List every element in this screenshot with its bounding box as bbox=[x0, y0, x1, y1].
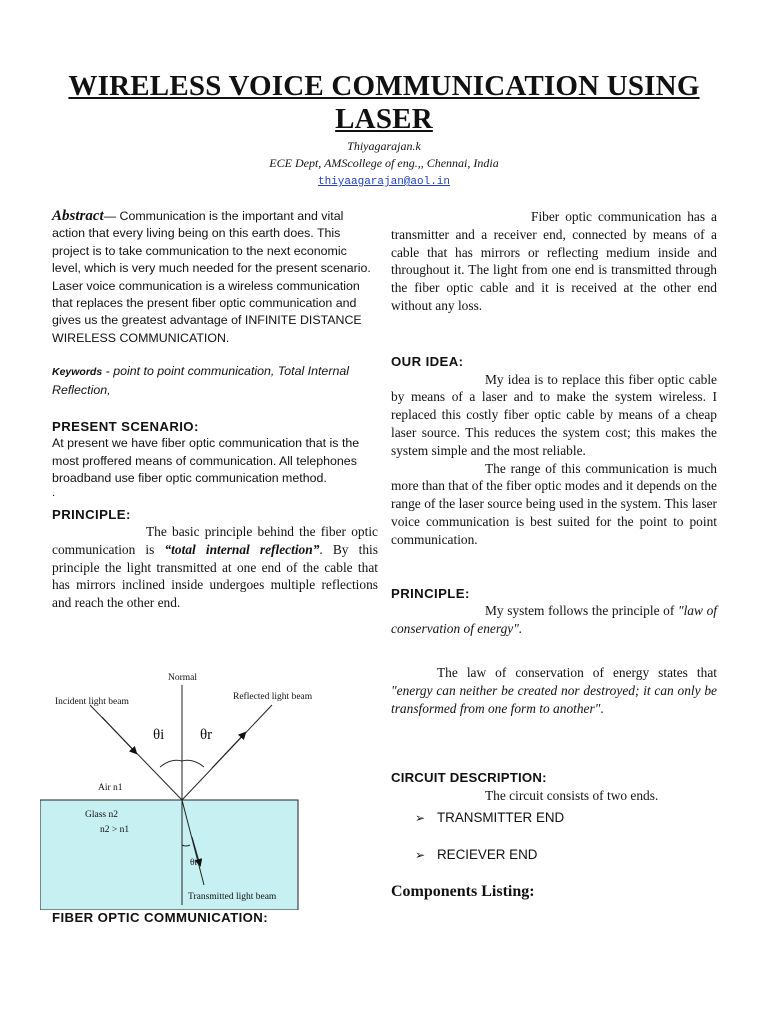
right-column bbox=[391, 208, 717, 900]
author-affiliation: ECE Dept, AMScollege of eng.,, Chennai, India bbox=[269, 156, 499, 170]
author-block bbox=[0, 138, 768, 191]
arrow-bullet-icon: ➢ bbox=[415, 847, 426, 862]
keywords-text: - point to point communication, Total Internal Reflection, bbox=[52, 364, 349, 397]
law-quote: "energy can neither be created nor destroyed; it can only be transformed from one form to another" bbox=[391, 682, 717, 716]
principle-text-right bbox=[391, 602, 717, 638]
law-text-pre: The law of conservation of energy states that bbox=[437, 664, 717, 680]
normal-label: Normal bbox=[168, 673, 198, 683]
circuit-ends-list bbox=[415, 809, 717, 865]
principle-text-pre: The basic principle behind the fiber optic communication is bbox=[52, 524, 378, 557]
fiber-optic-text: Fiber optic communication has a transmitter and a receiver end, connected by means of a cable that has mirrors or reflecting medium inside and throughout it. The light from one end is transmitted through the fiber optic cable and it is received at the other end without any loss. bbox=[391, 209, 717, 313]
abstract bbox=[52, 208, 378, 347]
list-item bbox=[415, 846, 717, 865]
theta-r-label: θr bbox=[200, 727, 213, 743]
principle-right-emphasis: "law of conservation of energy". bbox=[391, 603, 718, 637]
incident-angle-arc bbox=[160, 760, 182, 767]
abstract-text: Communication is the important and vital action that every living being on this earth does. This project is to take communication to the next economic level, which is very much needed for the present scenario. Laser voice communication is a wireless communication that replaces the present fiber optic communication and gives us the greatest advantage of INFINITE DISTANCE WIRELESS COMMUNICATION. bbox=[52, 209, 371, 345]
list-item-text: TRANSMITTER END bbox=[437, 809, 565, 825]
author-name: Thiyagarajan.k bbox=[347, 139, 421, 153]
arrow-bullet-icon: ➢ bbox=[415, 810, 426, 825]
index-relation-label: n2 > n1 bbox=[100, 825, 130, 835]
our-idea-text-1: My idea is to replace this fiber optic cable by means of a laser and to make the system wireless. I replaced this costly fiber optic cable by means of a cheap laser source. This reduces the system cost; this makes the system simple and the most reliable. bbox=[391, 371, 717, 458]
title-line-2: LASER bbox=[335, 103, 433, 135]
present-scenario-heading: PRESENT SCENARIO: bbox=[52, 419, 199, 435]
title-line-1: WIRELESS VOICE COMMUNICATION USING bbox=[68, 70, 700, 102]
reflected-label: Reflected light beam bbox=[233, 692, 313, 702]
abstract-dash: — bbox=[103, 209, 117, 223]
principle-text-left bbox=[52, 523, 378, 612]
glass-label: Glass n2 bbox=[85, 810, 118, 820]
paper-title bbox=[0, 70, 768, 136]
present-scenario-text: At present we have fiber optic communication that is the most proffered means of communication. All telephones broadband use fiber optic communication method. bbox=[52, 436, 360, 486]
keywords-label: Keywords bbox=[52, 366, 103, 379]
principle-heading-left: PRINCIPLE: bbox=[52, 506, 131, 522]
incident-label: Incident light beam bbox=[55, 697, 129, 707]
our-idea-heading: OUR IDEA: bbox=[391, 353, 464, 369]
law-text-post: . bbox=[600, 700, 604, 716]
transmitted-label: Transmitted light beam bbox=[188, 892, 277, 902]
air-label: Air n1 bbox=[98, 783, 123, 793]
list-item bbox=[415, 809, 717, 828]
law-paragraph bbox=[391, 664, 717, 717]
fiber-optic-heading: FIBER OPTIC COMMUNICATION: bbox=[52, 910, 269, 925]
reflected-arrow bbox=[212, 733, 245, 768]
total-internal-reflection-figure bbox=[40, 665, 380, 910]
components-listing-heading: Components Listing: bbox=[391, 882, 535, 900]
incident-arrow bbox=[102, 717, 136, 753]
theta-i-label: θi bbox=[153, 727, 165, 743]
stray-dot: . bbox=[52, 486, 56, 499]
list-item-text: RECIEVER END bbox=[437, 846, 538, 862]
circuit-description-heading: CIRCUIT DESCRIPTION: bbox=[391, 770, 547, 786]
principle-emphasis: “total internal reflection” bbox=[164, 541, 320, 557]
circuit-description-text: The circuit consists of two ends. bbox=[485, 788, 659, 804]
author-email-link[interactable]: thiyaagarajan@aol.in bbox=[317, 176, 451, 188]
reflected-angle-arc bbox=[182, 760, 204, 767]
principle-text-post: . By this principle the light transmitted at one end of the cable that has mirrors inclined inside undergoes multiple reflections and reach the other end. bbox=[52, 541, 378, 611]
principle-heading-right: PRINCIPLE: bbox=[391, 585, 470, 601]
keywords bbox=[52, 363, 378, 399]
theta-t-label: θt bbox=[190, 858, 198, 868]
principle-right-text: My system follows the principle of bbox=[485, 603, 678, 619]
left-column bbox=[52, 208, 378, 612]
our-idea-text-2: The range of this communication is much more than that of the fiber optic modes and it depends on the range of the laser source being used in the system. This laser voice communication is best suited for the point to point communication. bbox=[391, 460, 717, 547]
abstract-label: Abstract bbox=[52, 208, 104, 224]
